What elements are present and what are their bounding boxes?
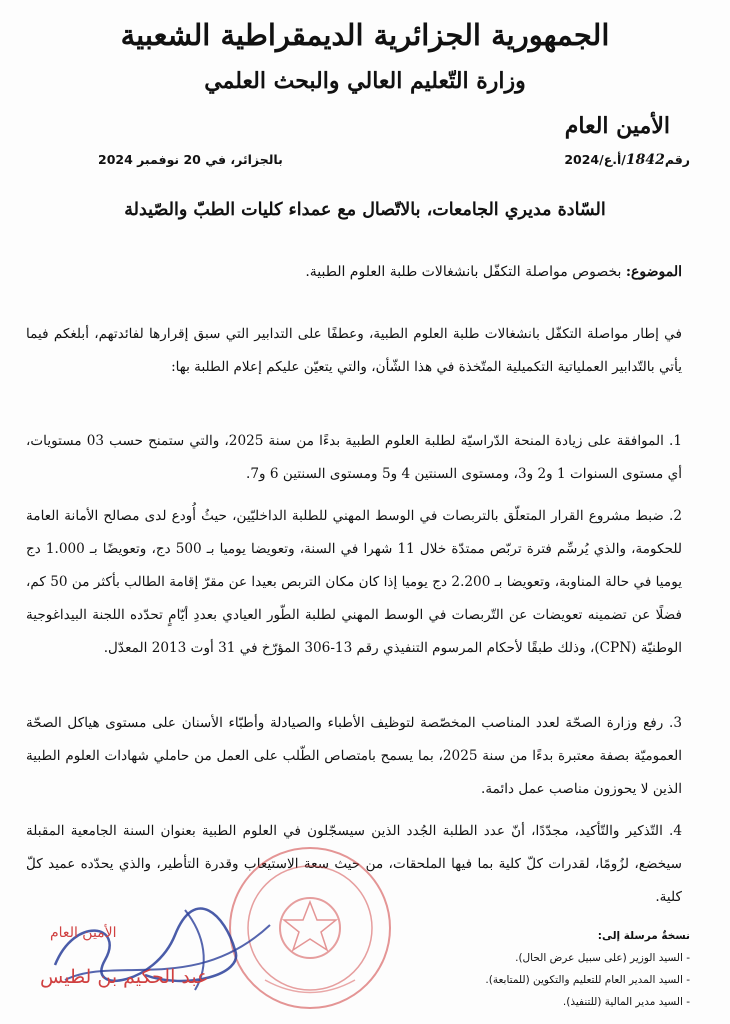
addressee: السّادة مديري الجامعات، بالاتّصال مع عمداء كليات الطبّ والصّيدلة [124, 200, 606, 220]
intro-paragraph: في إطار مواصلة التكفّل بانشغالات طلبة العلوم الطبية، وعطفًا على التدابير التي سبق إقرارها لفائدتهم، أبلغكم فيما يأتي بالتّدابير العملياتية التكميلية المتّخذة في هذا الشّأن، والتي يتعيّن عليكم إعلام الطلبة بها: [26, 326, 682, 375]
copy-recipient: - السيد الوزير (على سبيل عرض الحال). [515, 952, 690, 964]
signatory-name: عبد الحكيم بن لطيس [40, 966, 209, 988]
reference-handwritten-number: 1842 [625, 152, 665, 168]
copy-recipient: - السيد المدير العام للتعليم والتكوين (للمتابعة). [485, 974, 690, 986]
republic-header: الجمهورية الجزائرية الديمقراطية الشعبية [120, 18, 610, 52]
ministry-header: وزارة التّعليم العالي والبحث العلمي [204, 68, 526, 94]
office-title: الأمين العام [564, 113, 670, 139]
copy-recipient: - السيد مدير المالية (للتنفيذ). [562, 996, 690, 1008]
copies-lead: نسخةٌ مرسلة إلى: [597, 930, 690, 942]
copies-distribution [360, 925, 690, 1013]
subject-line [40, 264, 682, 280]
reference-number [564, 152, 690, 168]
measure-item-3: 3. رفع وزارة الصحّة لعدد المناصب المخصّصة لتوظيف الأطباء والصيادلة وأطبّاء الأسنان على مستوى هياكل الصحّة العموميّة بصفة معتبرة بدءًا من سنة 2025، بما يسمح بامتصاص الطّلب على العمل من حاملي شهادات العلوم الطبية الذين لا يحوزون مناصب عمل دائمة. [26, 715, 682, 797]
measure-item-4: 4. التّذكير والتّأكيد، مجدّدًا، أنّ عدد الطلبة الجُدد الذين سيسجّلون في العلوم الطبية بعنوان السنة الجامعية المقبلة سيخضع، لزُومًا، لقدرات كلّ كلية بما فيها الملحقات، من حيث سعة الاستيعاب وقدرة التأطير، والذي يحدّده عميد كلّ كلية. [26, 823, 682, 905]
signatory-role: الأمين العام [50, 925, 117, 941]
date-line: بالجزائر، في 20 نوفمبر 2024 [98, 152, 283, 167]
subject-label: الموضوع: [625, 264, 682, 280]
measure-item-1: 1. الموافقة على زيادة المنحة الدّراسيّة لطلبة العلوم الطبية بدءًا من سنة 2025، والتي ستمنح حسب 03 مستويات، أي مستوى السنوات 1 و2 و3، ومستوى السنتين 4 و5 ومستوى السنتين 6 و7. [26, 433, 683, 482]
subject-text: بخصوص مواصلة التكفّل بانشغالات طلبة العلوم الطبية. [305, 264, 622, 280]
reference-suffix: /أ.ع/2024 [564, 152, 626, 167]
measure-item-2: 2. ضبط مشروع القرار المتعلّق بالتربصات في الوسط المهني للطلبة الداخليّين، حيثُ أُودع لدى مصالح الأمانة العامة للحكومة، والذي يُرسِّم فترة تربّص ممتدّة خلال 11 شهرا في السنة، وتعويضا يوميا بـ 500 دج، وتعويضًا بـ 1.000 دج يوميا في حالة المناوبة، وتعويضا بـ 2.200 دج يوميا إذا كان مكان التربص بعيدا عن مقرّ إقامة الطالب بأكثر من 50 كم، فضلًا عن تضمينه تعويضات عن التّربصات في الوسط المهني لطلبة الطّور العيادي بعددِ أيّامٍ تحدّده اللجنة البيداغوجية الوطنيّة (CPN)، وذلك طبقًا لأحكام المرسوم التنفيذي رقم 13-306 المؤرّخ في 31 أوت 2013 المعدّل. [26, 508, 683, 656]
reference-prefix: رقم [664, 152, 690, 167]
handwritten-signature [35, 895, 285, 1005]
